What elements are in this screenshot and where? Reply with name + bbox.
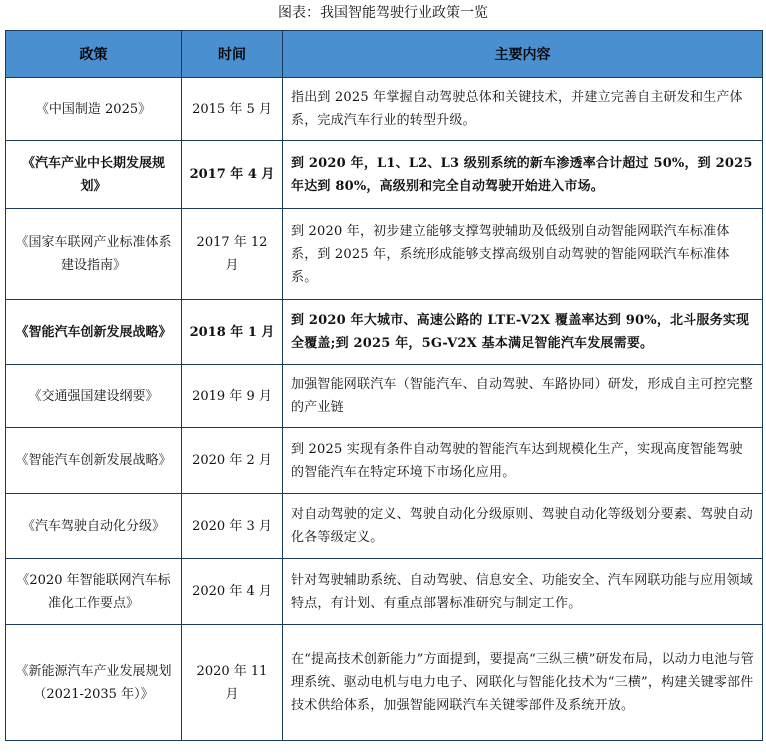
table-row <box>6 428 763 494</box>
time-cell: 2020 年 2 月 <box>182 428 283 494</box>
policy-cell: 《智能汽车创新发展战略》 <box>6 428 182 494</box>
header-policy: 政策 <box>6 31 182 78</box>
content-cell: 在“提高技术创新能力”方面提到，要提高“三纵三横”研发布局，以动力电池与管理系统、驱动电机与电力电子、网联化与智能化技术为“三横”，构建关键零部件技术供给体系，加强智能网联汽车关键零部件及系统开放。 <box>283 625 763 741</box>
time-cell: 2019 年 9 月 <box>182 365 283 428</box>
content-cell: 到 2020 年，L1、L2、L3 级别系统的新车渗透率合计超过 50%，到 2025 年达到 80%，高级别和完全自动驾驶开始进入市场。 <box>283 141 763 209</box>
time-cell: 2017 年 4 月 <box>182 141 283 209</box>
time-cell: 2020 年 11 月 <box>182 625 283 741</box>
content-cell: 到 2025 实现有条件自动驾驶的智能汽车达到规模化生产，实现高度智能驾驶的智能汽车在特定环境下市场化应用。 <box>283 428 763 494</box>
policy-cell: 《中国制造 2025》 <box>6 78 182 141</box>
table-header-row <box>6 31 763 78</box>
policy-cell: 《新能源汽车产业发展规划（2021-2035 年）》 <box>6 625 182 741</box>
content-cell: 到 2020 年，初步建立能够支撑驾驶辅助及低级别自动智能网联汽车标准体系，到 2025 年，系统形成能够支撑高级别自动驾驶的智能网联汽车标准体系。 <box>283 209 763 300</box>
content-cell: 加强智能网联汽车（智能汽车、自动驾驶、车路协同）研发，形成自主可控完整的产业链 <box>283 365 763 428</box>
table-row <box>6 78 763 141</box>
table-row <box>6 625 763 741</box>
content-cell: 针对驾驶辅助系统、自动驾驶、信息安全、功能安全、汽车网联功能与应用领域特点，有计划、有重点部署标准研究与制定工作。 <box>283 559 763 625</box>
policy-table <box>5 30 763 741</box>
table-row <box>6 559 763 625</box>
time-cell: 2020 年 4 月 <box>182 559 283 625</box>
policy-cell: 《汽车驾驶自动化分级》 <box>6 494 182 559</box>
policy-cell: 《智能汽车创新发展战略》 <box>6 300 182 365</box>
content-cell: 对自动驾驶的定义、驾驶自动化分级原则、驾驶自动化等级划分要素、驾驶自动化各等级定义。 <box>283 494 763 559</box>
content-cell: 指出到 2025 年掌握自动驾驶总体和关键技术，并建立完善自主研发和生产体系，完成汽车行业的转型升级。 <box>283 78 763 141</box>
content-cell: 到 2020 年大城市、高速公路的 LTE-V2X 覆盖率达到 90%，北斗服务实现全覆盖;到 2025 年，5G-V2X 基本满足智能汽车发展需要。 <box>283 300 763 365</box>
time-cell: 2020 年 3 月 <box>182 494 283 559</box>
header-time: 时间 <box>182 31 283 78</box>
table-row <box>6 365 763 428</box>
policy-cell: 《汽车产业中长期发展规划》 <box>6 141 182 209</box>
table-row <box>6 209 763 300</box>
policy-cell: 《2020 年智能联网汽车标准化工作要点》 <box>6 559 182 625</box>
time-cell: 2018 年 1 月 <box>182 300 283 365</box>
policy-cell: 《交通强国建设纲要》 <box>6 365 182 428</box>
table-row <box>6 141 763 209</box>
time-cell: 2015 年 5 月 <box>182 78 283 141</box>
policy-cell: 《国家车联网产业标准体系建设指南》 <box>6 209 182 300</box>
time-cell: 2017 年 12 月 <box>182 209 283 300</box>
table-row <box>6 300 763 365</box>
header-content: 主要内容 <box>283 31 763 78</box>
table-row <box>6 494 763 559</box>
table-caption: 图表：我国智能驾驶行业政策一览 <box>278 5 488 21</box>
